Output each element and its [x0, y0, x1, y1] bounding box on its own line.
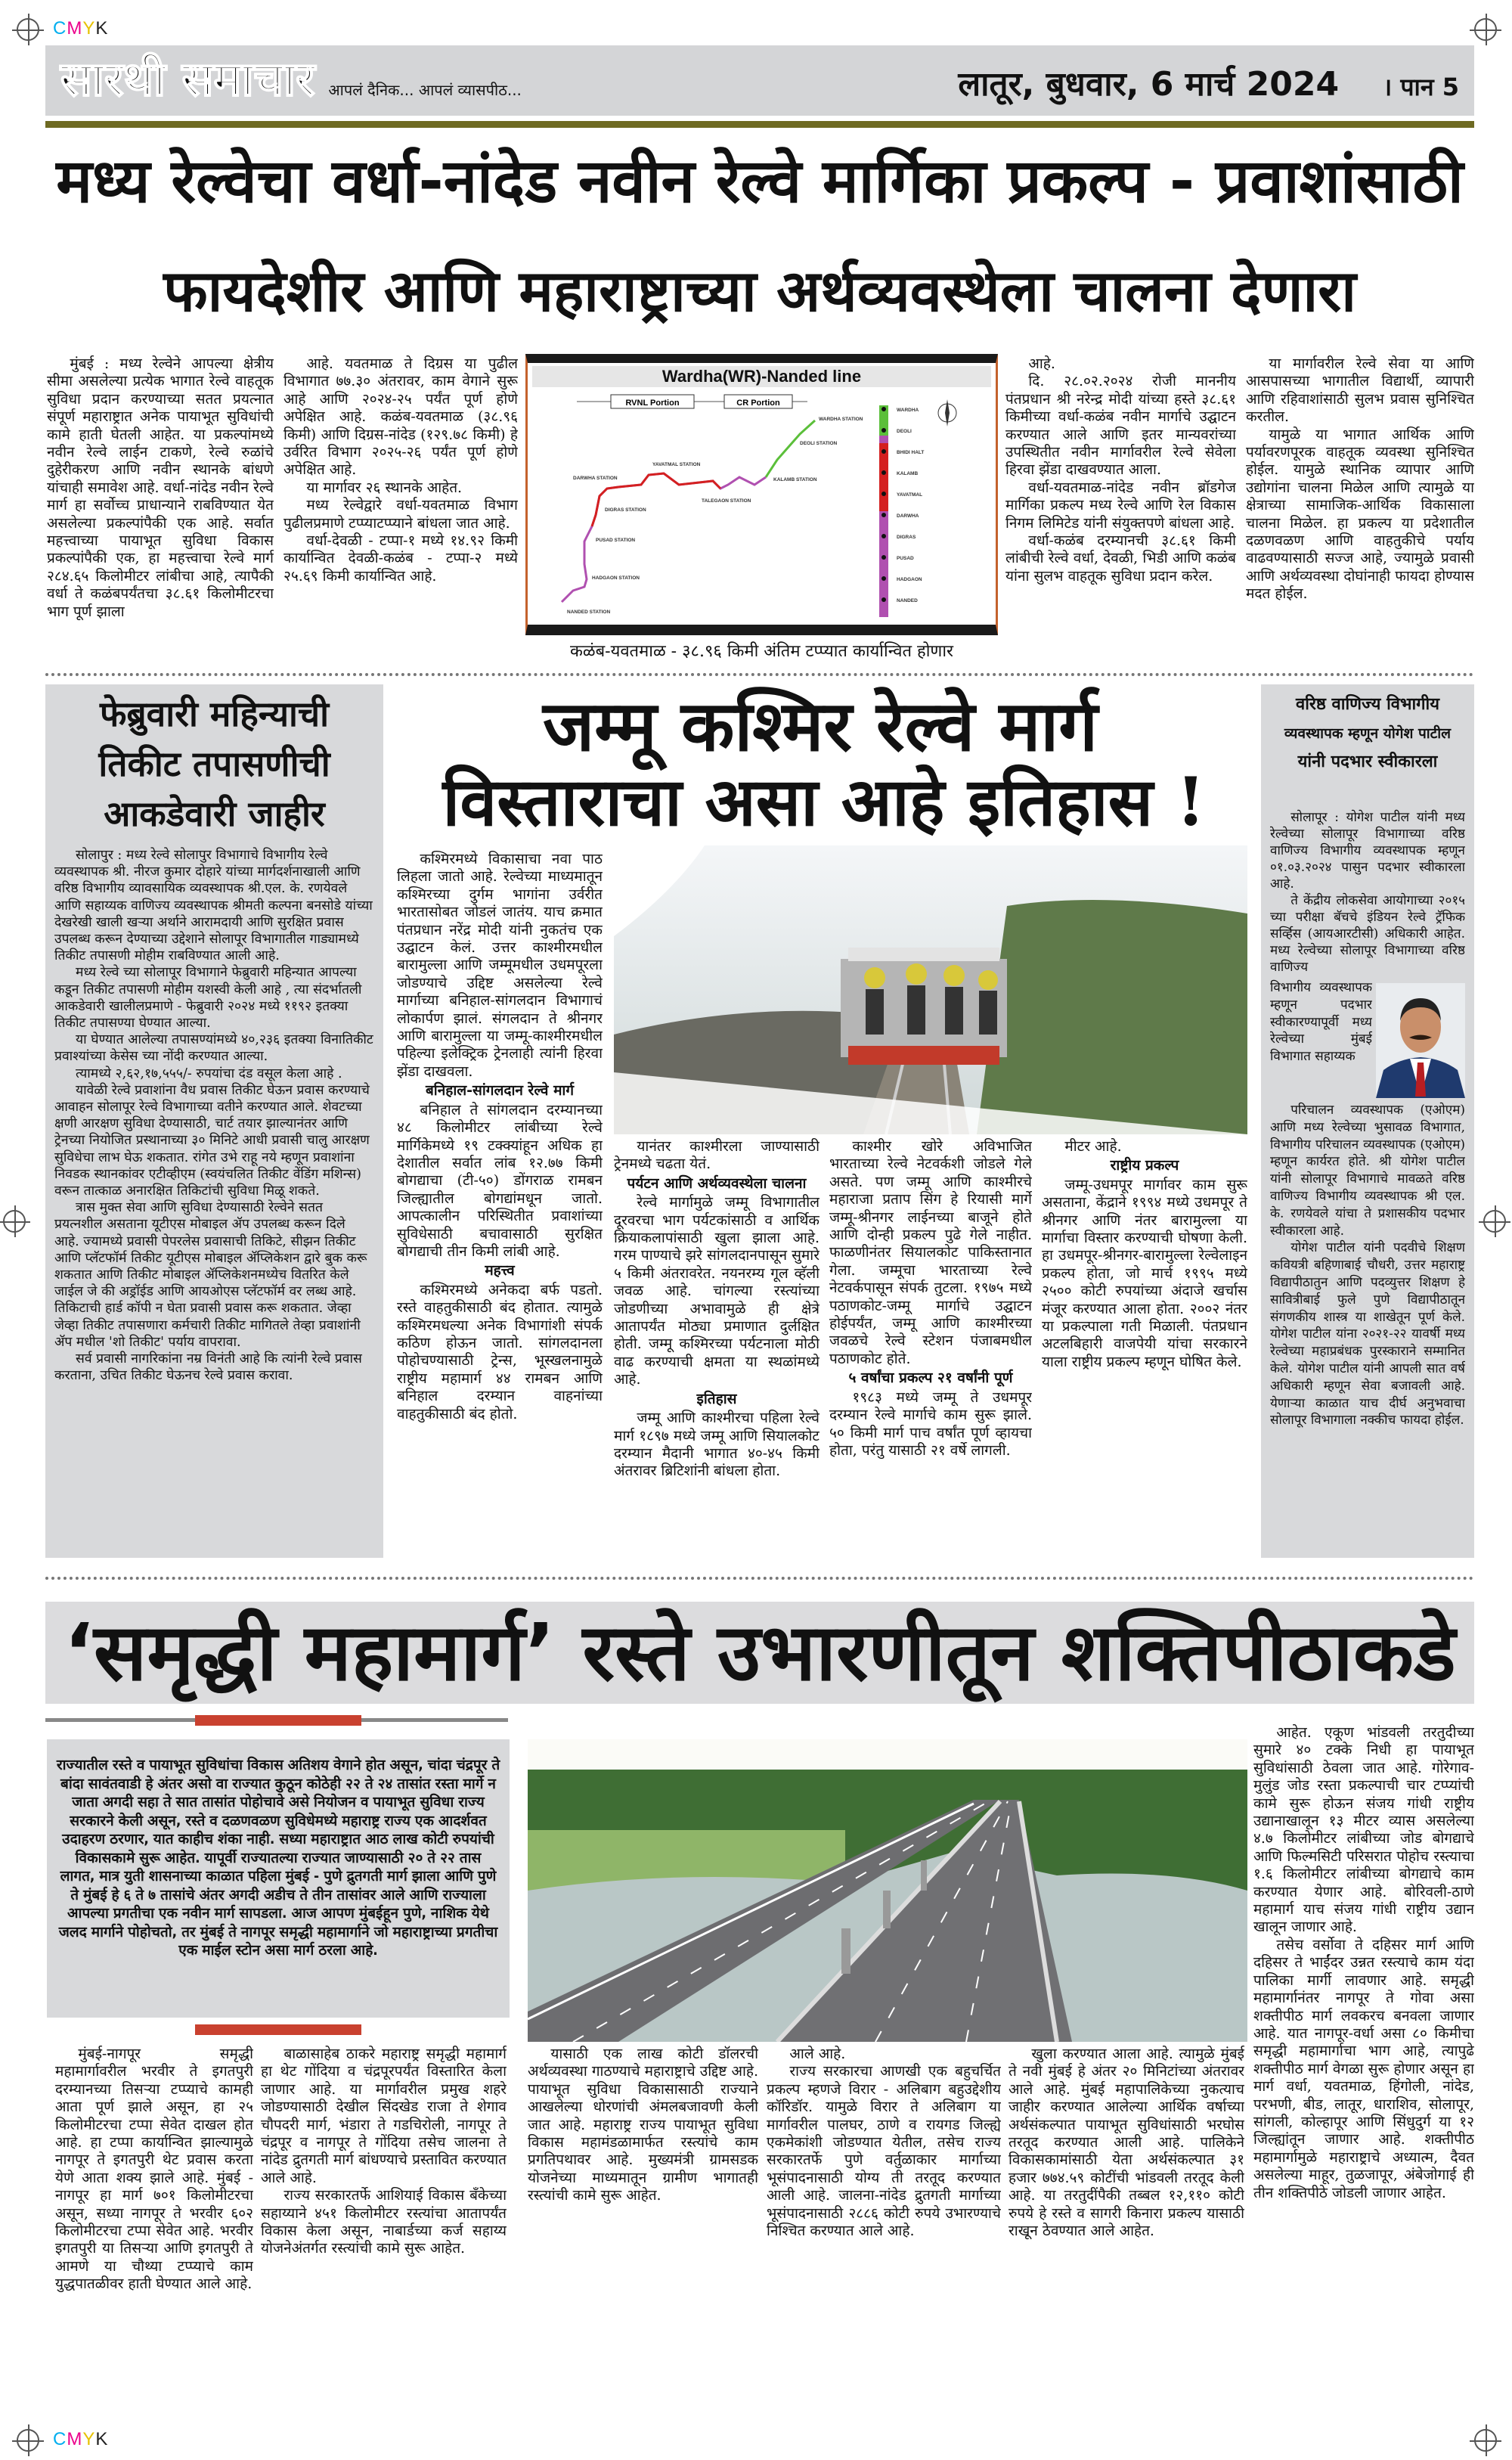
map-caption: कळंब-यवतमाळ - ३८.९६ किमी अंतिम टप्प्यात कार्यान्वित होणार [569, 642, 954, 661]
station-label: DEOLI STATION [800, 441, 838, 446]
samruddhi-column-2 [261, 2046, 507, 2424]
paragraph: यामुळे या भागात आर्थिक आणि पर्यावरणपूरक वाहतूक व्यवस्था सुनिश्चित होईल. यामुळे स्थानिक व्यापार आणि उद्योगांना चालना मिळेल आणि त्यामुळे या क्षेत्राच्या सामाजिक-आर्थिक विकासाला चालना मिळेल. हा प्रकल्प या प्रदेशातील दळणवळण आणि वाहतुकीचे पर्याय वाढवण्यासाठी सज्ज आहे, ज्यामुळे प्रवासी आणि अर्थव्यवस्था दोघांनाही फायदा होण्यास मदत होईल. [1246, 426, 1474, 603]
samruddhi-headline-band [45, 1602, 1474, 1704]
paragraph: खुला करण्यात आला आहे. त्यामुळे मुंबई ते नवी मुंबई हे अंतर २० मिनिटांच्या अंतरावर आले आहे. मुंबई महापालिकेच्या नुकत्याच जाहीर करण्यात आलेल्या आर्थिक वर्षाच्या अर्थसंकल्पात पायाभूत सुविधांसाठी भरघोस तरतूद करण्यात आली आहे. पालिकेने विकासकामांसाठी येता अर्थसंकल्पात ३१ हजार ७७४.५९ कोटींची भांडवली तरतूद केली आहे. या तरतुदींपैकी तब्बल १२,११० कोटी रुपये हे रस्ते व सागरी किनारा प्रकल्प यासाठी राखून ठेवण्यात आले आहेत. [1009, 2046, 1244, 2240]
tagline: आपलं दैनिक... आपलं व्यासपीठ... [328, 81, 522, 99]
paragraph: बाळासाहेब ठाकरे महाराष्ट्र समृद्धी महामार्ग हा थेट गोंदिया व चंद्रपूरपर्यंत विस्तारित केला जाणार आहे. या मार्गावरील प्रमुख शहरे जोडण्यासाठी देखील सिंदखेड राजा ते शेगाव चौपदरी मार्ग, भंडारा ते गडचिरोली, नागपूर ते चंद्रपूर व नागपूर ते गोंदिया तसेच जालना ते नांदेड द्रुतगती मार्ग बांधण्याचे प्रस्तावित करण्यात आले आहे. [261, 2046, 507, 2186]
subheading: बनिहाल-सांगलदान रेल्वे मार्ग [425, 1082, 575, 1100]
paragraph: सोलापुर : मध्य रेल्वे सोलापुर विभागाचे विभागीय रेल्वे व्यवस्थापक श्री. नीरज कुमार दोहारे यांच्या मार्गदर्शनाखाली आणि वरिष्ठ विभागीय व्यावसायिक व्यवस्थापक श्री.एल. के. रणयेवले आणि सहाय्यक वाणिज्य व्यवस्थापक श्रीमती कल्पना बनसोडे यांच्या देखरेखी खाली खऱ्या अर्थाने आरामदायी आणि सुरक्षित प्रवास उपलब्ध करून देण्याच्या उद्देशाने सोलापूर विभागातील गाड्यामध्ये तिकीट तपासणी मोहीम राबविण्यात आली आहे. [54, 848, 373, 964]
samruddhi-column-1 [55, 2046, 253, 2424]
headline-text: जम्मू कश्मिर रेल्वे मार्ग [542, 685, 1098, 767]
paragraph: आहे. [1028, 355, 1055, 372]
section-divider [45, 1577, 1474, 1580]
paragraph: यानंतर काश्मीरला जाण्यासाठी ट्रेनमध्ये चढता येतं. [614, 1138, 820, 1173]
samruddhi-intro: राज्यातील रस्ते व पायाभूत सुविधांचा विकास अतिशय वेगाने होत असून, चांदा चंद्रपूर ते बांदा सावंतवाडी हे अंतर असो वा राज्यात कुठून कोठेही २२ ते २४ तासांत रस्ता मार्गे न जाता अगदी सहा ते सात तासांत पोहोचावे असे नियोजन व पायाभूत सुविधा राज्य सरकारने केली असून, रस्ते व दळणवळण सुविधेमध्ये महाराष्ट्र राज्य एक आदर्शवत उदाहरण ठरणार, यात काहीच शंका नाही. सध्या महाराष्ट्रात आठ लाख कोटी रुपयांची विकासकामे सुरू आहेत. यापूर्वी राज्यातल्या राज्यात जाण्यासाठी २० ते २२ तास लागत, मात्र युती शासनाच्या काळात पहिला मुंबई - पुणे द्रुतगती मार्ग झाला आणि पुणे ते मुंबई हे ६ ते ७ तासांचे अंतर अगदी अडीच ते तीन तासांवर आले आणि राज्याला आपल्या प्रगतीचा एक नवीन मार्ग सापडला. आज आपण मुंबईहून पुणे, नाशिक येथे जलद मार्गाने पोहोचतो, तर मुंबई ते नागपूर समृद्धी महामार्गाने जो महाराष्ट्राच्या प्रगतीचा एक माईल स्टोन असा मार्ग ठरला आहे. [56, 1757, 500, 1959]
paragraph: राज्य सरकारचा आणखी एक बहुचर्चित प्रकल्प म्हणजे विरार - अलिबाग बहुउद्देशीय कॉरिडॉर. यामुळे विरार ते अलिबाग या मार्गावरील पालघर, ठाणे व रायगड जिल्ह्ये एकमेकांशी जोडण्यात येतील, तसेच राज्य सरकारतर्फे पुणे वर्तुळाकार मार्गाच्या भूसंपादनासाठी योग्य ती तरतूद करण्यात आली आहे. जालना-नांदेड द्रुतगती मार्गाच्या भूसंपादनासाठी २८८६ कोटी रुपये उभारण्याचे निश्चित करण्यात आले आहे. [767, 2063, 1001, 2240]
cmyk-c: C [53, 2429, 67, 2449]
registration-mark [3, 1210, 26, 1233]
headline-line: फेब्रुवारी महिन्याची [99, 693, 330, 734]
paragraph: आहे. यवतमाळ ते दिग्रस या पुढील विभागात ७७.३० अंतरावर, काम वेगाने सुरू आहे आणि २०२४-२५ पर्यंत पूर्ण होणे अपेक्षित आहे. कळंब-यवतमाळ (३८.९६ किमी) आणि दिग्रस-नांदेड (१२९.७८ किमी) हे उर्वरित विभाग २०२५-२६ पर्यंत पूर्ण होणे अपेक्षित आहे. [284, 355, 518, 479]
kashmir-column-4 [1042, 1138, 1247, 1554]
appointment-body-wrap [1270, 979, 1372, 1100]
dateline: लातूर, बुधवार, 6 मार्च 2024 [958, 65, 1340, 104]
paragraph: मध्य रेल्वेद्वारे वर्धा-यवतमाळ विभाग पुढीलप्रमाणे टप्प्याटप्प्याने बांधला जात आहे. [284, 497, 518, 532]
masthead [45, 45, 1474, 116]
paragraph: बनिहाल ते सांगलदान दरम्यानच्या ४८ किलोमीटर लांबीच्या रेल्वे मार्गिकेमध्ये १९ टक्क्यांहून अधिक हा देशातील सर्वात लांब १२.७७ किमी बोगद्याचा (टी-५०) डोंगराळ रामबन जिल्ह्यातील बोगद्यांमधून जातो. आपत्कालीन परिस्थितीत प्रवाशांच्या सुविधेसाठी बचावासाठी सुरक्षित बोगद्याची तीन किमी लांबी आहे. [397, 1101, 603, 1260]
paragraph: तसेच वर्सोवा ते दहिसर मार्ग आणि दहिसर ते भाईंदर उन्नत रस्त्याचे काम यंदा पालिका मार्गी लावणार आहे. समृद्धी महामार्गानंतर नागपूर ते गोवा असा शक्तीपीठ मार्ग लवकरच बनवला जाणार आहे. यात नागपूर-वर्धा असा ८० किमीचा समृद्धी महामार्गाचा भाग आहे, त्यापुढे शक्तीपीठ मार्ग वेगळा सुरू होणार असून हा मार्ग वर्धा, यवतमाळ, हिंगोली, नांदेड, परभणी, बीड, लातूर, धाराशिव, सोलापूर, सांगली, कोल्हापूर आणि सिंधुदुर्ग या १२ जिल्ह्यांतून जाणार आहे. शक्तीपीठ महामार्गामुळे महाराष्ट्राचे अध्यात्म, दैवत असलेल्या माहूर, तुळजापूर, अंबेजोगाई ही तीन शक्तिपीठे जोडली जाणार आहेत. [1253, 1936, 1474, 2201]
paragraph: या घेण्यात आलेल्या तपासण्यांमध्ये ४०,२३६ इतक्या विनातिकीट प्रवाश्यांच्या केसेस च्या नोंदी करण्यात आल्या. [54, 1032, 373, 1065]
registration-mark [17, 18, 39, 41]
samruddhi-intro-box [47, 1739, 510, 2018]
samruddhi-column-3 [528, 2046, 758, 2424]
paragraph: काश्मीर खोरे अविभाजित भारताच्या रेल्वे नेटवर्कशी जोडले गेले असते. पण जम्मू आणि काश्मीरचे महाराजा प्रताप सिंग हे रियासी मार्गे जम्मू-श्रीनगर लाईनच्या बाजूने होते आणि दोन्ही प्रकल्प पुढे गेले नाहीत. फाळणीनंतर सियालकोट पाकिस्तानात गेला. जम्मूचा भारताच्या रेल्वे नेटवर्कपासून संपर्क तुटला. १९७५ मध्ये पठाणकोट-जम्मू मार्गाचे उद्घाटन होईपर्यंत, जम्मू आणि काश्मीरच्या जवळचे रेल्वे स्टेशन पंजाबमधील पठाणकोट होते. [829, 1138, 1032, 1367]
paragraph: वर्धा-कळंब दरम्यानची ३८.६१ किमी लांबीची रेल्वे वर्धा, देवळी, भिडी आणि कळंब यांना सुलभ वाहतूक सुविधा प्रदान करेल. [1005, 532, 1236, 585]
registration-mark [1474, 18, 1497, 41]
paragraph: कश्मिरमध्ये अनेकदा बर्फ पडतो. रस्ते वाहतुकीसाठी बंद होतात. त्यामुळे कश्मिरमधल्या अनेक विभागांशी संपर्क कठिण होऊन जातो. सांगलदानला पोहोचण्यासाठी ट्रेन्स, भूस्खलनामुळे राष्ट्रीय महामार्ग ४४ रामबन आणि बनिहाल दरम्यान वाहनांच्या वाहतुकीसाठी बंद होतो. [397, 1281, 603, 1422]
appointment-article [1261, 684, 1474, 1558]
samruddhi-column-5 [1009, 2046, 1244, 2424]
accent-red-bar [195, 1715, 361, 1726]
expressway-photo [528, 1739, 1247, 2042]
strip-station: PUSAD [897, 556, 914, 561]
strip-station: BHIDI HALT [897, 450, 925, 455]
paragraph: जम्मू-उधमपूर मार्गावर काम सुरू असताना, केंद्राने १९९४ मध्ये उधमपूर ते श्रीनगर आणि नंतर बारामुल्ला या मार्गाचा विस्तार करण्याची घोषणा केली. हा उधमपूर-श्रीनगर-बारामुल्ला रेल्वेलाइन प्रकल्प होता, जो मार्च १९९५ मध्ये २५०० कोटी रुपयांच्या अंदाजे खर्चास मंजूर करण्यात आला होता. २००२ नंतर या प्रकल्पाला गती मिळाली. पंतप्रधान अटलबिहारी वाजपेयी यांचा सरकारने याला राष्ट्रीय प्रकल्प म्हणून घोषित केले. [1042, 1176, 1247, 1370]
station-label: DARWHA STATION [573, 476, 618, 481]
headline-text: विस्ताराचा असा आहे इतिहास ! [442, 762, 1206, 841]
samruddhi-headline [60, 1606, 1459, 1698]
ticket-article-headline [45, 684, 383, 843]
strip-station: DEOLI [897, 429, 912, 434]
paragraph: आले आहे. [789, 2046, 846, 2062]
route-map-figure [525, 354, 998, 635]
paragraph: राज्य सरकारतर्फे आशियाई विकास बँकेच्या सहाय्याने ४५१ किलोमीटर रस्त्यांचा आतापर्यंत विकास केला असून, नाबार्डच्या कर्ज सहाय्य योजनेअंतर्गत रस्त्यांची कामे सुरू आहेत. [261, 2187, 507, 2257]
subheading: पर्यटन आणि अर्थव्यवस्थेला चालना [627, 1174, 807, 1192]
cmyk-y: Y [82, 2429, 96, 2449]
cmyk-m: M [67, 18, 83, 39]
cr-route-line [766, 420, 815, 477]
registration-mark [1474, 2429, 1497, 2452]
hillside [977, 900, 1247, 1134]
station-label: DIGRAS STATION [605, 507, 646, 513]
rvnl-route-line [562, 473, 766, 602]
headline-line: व्यवस्थापक म्हणून योगेश पाटील [1284, 725, 1452, 742]
cr-label: CR Portion [736, 399, 780, 408]
newspaper-title: सारथी समाचार [60, 51, 315, 107]
paragraph: सर्व प्रवासी नागरिकांना नम्र विनंती आहे कि त्यांनी रेल्वे प्रवास करताना, उचित तिकीट घेऊनच रेल्वे प्रवास करावा. [54, 1351, 362, 1384]
headline-text: फायदेशीर आणि महाराष्ट्राच्या अर्थव्यवस्थेला चालना देणारा [163, 257, 1356, 324]
kashmir-column-2 [614, 1138, 820, 1554]
kashmir-column-1 [397, 851, 603, 1554]
paragraph: त्यामध्ये २,६२,१७,५५५/- रुपयांचा दंड वसूल केला आहे . [76, 1066, 342, 1081]
appointment-body-bottom [1270, 1102, 1465, 1552]
paragraph: वर्धा-यवतमाळ-नांदेड नवीन ब्रॉडगेज मार्गिका प्रकल्प मध्य रेल्वे आणि रेल विकास निगम लिमिटेड यांनी संयुक्तपणे बांधला आहे. [1005, 479, 1236, 532]
headline-line: यांनी पदभार स्वीकारला [1297, 752, 1438, 771]
cmyk-m: M [67, 2429, 83, 2449]
paragraph: सोलापूर : योगेश पाटील यांनी मध्य रेल्वेच्या सोलापूर विभागाच्या वरिष्ठ वाणिज्य विभागीय व्यवस्थापक म्हणून ०१.०३.२०२४ पासुन पदभार स्वीकारला आहे. [1270, 810, 1465, 892]
strip-station: DIGRAS [897, 535, 916, 540]
paragraph: परिचालन व्यवस्थापक (एओएम) आणि मध्य रेल्वेच्या भुसावळ विभागात, विभागीय परिचालन व्यवस्थापक (एओएम) म्हणून कार्यरत होते. श्री योगेश पाटील यांनी सोलापूर विभागाचे मावळते वरिष्ठ वाणिज्य विभागीय व्यवस्थापक श्री एल. के. रणयेवले यांचा ते प्रशासकीय पदभार स्वीकारला आहे. [1270, 1103, 1465, 1239]
subheading: राष्ट्रीय प्रकल्प [1110, 1157, 1179, 1174]
cmyk-y: Y [82, 18, 96, 39]
paragraph: आहेत. एकूण भांडवली तरतुदीच्या सुमारे ४० टक्के निधी हा पायाभूत सुविधांसाठी ठेवला जात आहे. गोरेगाव-मुलुंड जोड रस्ता प्रकल्पाची चार टप्प्यांची कामे सुरू होऊन संजय गांधी राष्ट्रीय उद्यानाखालून १३ मीटर व्यास असलेल्या ४.७ किलोमीटर लांबीच्या जोड बोगद्याचे आणि फिल्मसिटी परिसरात पोहोच रस्त्याचा १.६ किलोमीटर लांबीच्या बोगद्याचे काम करण्यात येणार आहे. बोरिवली-ठाणे महामार्ग याच संजय गांधी राष्ट्रीय उद्यान खालून जाणार आहे. [1253, 1724, 1474, 1936]
station-label: NANDED STATION [567, 610, 611, 615]
strip-station: WARDHA [897, 408, 919, 413]
paragraph: रेल्वे मार्गामुळे जम्मू विभागातील दूरवरचा भाग पर्यटकांसाठी व आर्थिक क्रियाकलापांसाठी खुला झाला आहे. गरम पाण्याचे झरे सांगलदानपासून सुमारे ५ किमी अंतरावरेत. नयनरम्य गूल व्हॅली जवळ आहे. चांगल्या रस्त्यांच्या जोडणीच्या अभावामुळे ही क्षेत्रे आतापर्यंत मोठ्या प्रमाणात दुर्लक्षित होती. जम्मू कश्मिरच्या पर्यटनाला मोठी वाढ करण्याची क्षमता या स्थळांमध्ये आहे. [614, 1194, 820, 1388]
page-number: । पान 5 [1383, 73, 1459, 101]
trolley-base [848, 1046, 999, 1065]
station-label: WARDHA STATION [819, 417, 863, 422]
ticket-article-body [54, 847, 374, 1550]
lead-headline-line-1 [45, 140, 1474, 227]
accent-red-bar [195, 2024, 361, 2035]
paragraph: ते केंद्रीय लोकसेवा आयोगाच्या २०१५ च्या परीक्षा बॅचचे इंडियन रेल्वे ट्रॅफिक सर्व्हिस (आयआरटीसी) अधिकारी आहेत. मध्य रेल्वेच्या सोलापूर विभागाच्या वरिष्ठ वाणिज्य [1270, 893, 1465, 975]
station-label: PUSAD STATION [596, 538, 636, 543]
paragraph: या मार्गावर २६ स्थानके आहेत. [306, 479, 463, 496]
cmyk-mark [53, 18, 108, 39]
paragraph: वर्धा-देवळी - टप्पा-१ मध्ये १४.९२ किमी कार्यान्वित देवळी-कळंब - टप्पा-२ मध्ये २५.६९ किमी कार्यान्वित आहे. [284, 532, 518, 585]
strip-station: HADGAON [897, 577, 922, 582]
lead-column-2 [284, 355, 518, 665]
paragraph: योगेश पाटील यांनी पदवीचे शिक्षण कवियत्री बहिणाबाई चौधरी, उत्तर महाराष्ट्र विद्यापीठातुन आणि पदव्युत्तर शिक्षण हे सावित्रीबाई फुले पुणे विद्यापीठातून संगणकीय शास्त्र या शाखेतून पूर्ण केले. योगेश पाटील यांना २०२१-२२ यावर्षी मध्य रेल्वेच्या महाप्रबंधक पुरस्काराने सम्मानित केले. योगेश पाटील यांनी आपली सात वर्ष अधिकारी म्हणून सेवा बजावली आहे. येणाऱ्या काळात याच दीर्घ अनुभवाचा सोलापूर विभागाला नक्कीच फायदा होईल. [1270, 1240, 1465, 1429]
masthead-rule [45, 121, 1474, 128]
paragraph: मुंबई-नागपूर समृद्धी महामार्गावरील भरवीर ते इगतपुरी दरम्यानच्या तिसऱ्या टप्प्याचे कामही आता पूर्ण झाले असून, हा २५ किलोमीटरचा टप्पा सेवेत दाखल होत आहे. हा टप्पा कार्यान्वित झाल्यामुळे नागपूर ते इगतपुरी थेट प्रवास करता येणे आता शक्य झाले आहे. मुंबई - नागपूर हा मार्ग ७०१ किलोमीटरचा असून, सध्या नागपूर ते भरवीर ६०२ किलोमीटरचा टप्पा सेवेत आहे. भरवीर इगतपुरी या तिसऱ्या आणि इगतपुरी ते आमणे या चौथ्या टप्प्याचे काम युद्धपातळीवर हाती घेण्यात आले आहे. [55, 2046, 253, 2293]
kashmir-headline-line-1 [423, 685, 1217, 767]
subheading: ५ वर्षांचा प्रकल्प २१ वर्षांनी पूर्ण [848, 1370, 1013, 1387]
headline-line: तिकीट तपासणीची [98, 743, 330, 784]
strip-station: KALAMB [897, 471, 919, 476]
cmyk-c: C [53, 18, 67, 39]
samruddhi-column-6 [1253, 1724, 1474, 2424]
registration-mark [17, 2429, 39, 2452]
strip-station: NANDED [897, 598, 918, 603]
paragraph: त्रास मुक्त सेवा आणि सुविधा देण्यासाठी रेल्वेने सतत प्रयत्नशील असताना यूटीएस मोबाइल ॲप उपलब्ध करून दिले आहे. ज्यामध्ये प्रवासी पेपरलेस प्रवासाची तिकिटे, सीझन तिकीट आणि प्लॅटफॉर्म तिकीट यूटीएस मोबाइल ॲप्लिकेशन द्वारे बुक करू शकतात आणि तिकीट मोबाइल ॲप्लिकेशनमध्येच वितरित केले जाईल जे की अड्रॉईड आणि आयओएस प्लॅटफॉर्म वर लब्ध आहे. तिकिटाची हार्ड कॉपी न घेता प्रवासी प्रवास करू शकतात. जेव्हा जेव्हा तिकीट तपासणारा कर्मचारी तिकीट मागितले तेव्हा प्रवाशांनी ॲप मधील 'शो तिकीट' पर्याय वापरावा. [54, 1200, 367, 1350]
headline-text: मध्य रेल्वेचा वर्धा-नांदेड नवीन रेल्वे मार्गिका प्रकल्प - प्रवाशांसाठी [56, 146, 1464, 216]
samruddhi-column-4 [767, 2046, 1001, 2424]
paragraph: मुंबई : मध्य रेल्वेने आपल्या क्षेत्रीय सीमा असलेल्या प्रत्येक भागात रेल्वे वाहतूक सुविधा प्रदान करण्याच्या सतत प्रयत्नात संपूर्ण महाराष्ट्रात अनेक पायाभूत सुविधांची कामे हाती घेतली आहेत. या प्रकल्पांमध्ये नवीन रेल्वे लाईन टाकणे, रेल्वे रुळांचे दुहेरीकरण आणि नवीन स्थानके बांधणे यांचाही समावेश आहे. वर्धा-नांदेड नवीन रेल्वे मार्ग हा सर्वोच्च प्राधान्याने राबविण्यात येत असलेल्या प्रकल्पांपैकी एक आहे. सर्वात महत्त्वाच्या पायाभूत सुविधा विकास प्रकल्पांपैकी एक, हा महत्त्वाचा रेल्वे मार्ग २८४.६५ किलोमीटर लांबीचा आहे, त्यापैकी वर्धा ते कळंबपर्यंतचा ३८.६१ किलोमीटरचा भाग पूर्ण झाला [47, 355, 274, 620]
paragraph: या मार्गावरील रेल्वे सेवा या आणि आसपासच्या भागातील विद्यार्थी, व्यापारी आणि रहिवाशांसाठी सुलभ प्रवास सुनिश्चित करतील. [1246, 355, 1474, 426]
cmyk-k: K [95, 18, 109, 39]
registration-mark [1483, 1210, 1506, 1233]
station-label: HADGAON STATION [592, 575, 640, 581]
headline-text: ‘समृद्धी महामार्ग’ रस्ते उभारणीतून शक्तिपीठाकडे [64, 1606, 1456, 1698]
subheading: इतिहास [696, 1390, 737, 1407]
paragraph: कश्मिरमध्ये विकासाचा नवा पाठ लिहला जातो आहे. रेल्वेच्या माध्यमातून कश्मिरच्या दुर्गम भागांना उर्वरीत भारतासोबत जोडलं जातंय. याच क्रमात पंतप्रधान नरेंद्र मोदी यांनी नुकतंच एक उद्घाटन केलं. उत्तर काश्मीरमधील बारामुल्ला आणि जम्मूमधील उधमपूरला जोडण्याचे उद्दिष्ट असलेल्या रेल्वे मार्गाच्या बनिहाल-सांगलदान विभागाचं लोकार्पण झालं. संगलदान ते श्रीनगर आणि बारामुल्ला या जम्मू-काश्मीरमधील पहिल्या इलेक्ट्रिक ट्रेनलाही त्यांनी हिरवा झेंडा दाखवला. [397, 851, 603, 1080]
train-inspection-photo [614, 845, 1247, 1134]
cmyk-k: K [95, 2429, 109, 2449]
paragraph: यासाठी एक लाख कोटी डॉलरची अर्थव्यवस्था गाठण्याचे महाराष्ट्राचे उद्दिष्ट आहे. पायाभूत सुविधा विकासासाठी राज्याने आखलेल्या धोरणांची अंमलबजावणी केली जात आहे. महाराष्ट्र राज्य पायाभूत सुविधा विकास महामंडळामार्फत रस्त्यांचे काम प्रगतिपथावर आहे. मुख्यमंत्री ग्रामसडक योजनेच्या माध्यमातून ग्रामीण भागातही रस्त्यांची कामे सुरू आहेत. [528, 2046, 758, 2204]
kashmir-column-3 [829, 1138, 1032, 1554]
paragraph: १९८३ मध्ये जम्मू ते उधमपूर दरम्यान रेल्वे मार्गाचे काम सुरू झाले. ५० किमी मार्ग पाच वर्षांत पूर्ण व्हायचा होता, परंतु यासाठी २१ वर्षे लागली. [829, 1388, 1032, 1459]
kashmir-headline-line-2 [435, 764, 1213, 839]
paragraph: विभागीय व्यवस्थापक म्हणून पदभार स्वीकारण्यापूर्वी मध्य रेल्वेच्या मुंबई विभागात सहाय्यक [1270, 980, 1372, 1065]
appointment-body-top [1270, 809, 1465, 979]
paragraph: दि. २८.०२.२०२४ रोजी माननीय पंतप्रधान श्री नरेन्द्र मोदी यांच्या हस्ते ३८.६१ किमीच्या वर्धा-कळंब नवीन मार्गाचे उद्घाटन करण्यात आले आणि इतर मान्यवरांच्या उपस्थितीत नवीन मार्गावरील रेल्वे सेवेला हिरवा झेंडा दाखवण्यात आला. [1005, 373, 1236, 479]
compass-icon [938, 399, 956, 427]
station-label: KALAMB STATION [773, 477, 817, 482]
lead-column-1 [47, 355, 274, 665]
ticket-inspection-article [45, 684, 383, 1558]
paragraph: यावेळी रेल्वे प्रवाशांना वैध प्रवास तिकीट घेऊन प्रवास करण्याचे आवाहन सोलापूर रेल्वे विभागाच्या वतीने करण्यात आले. शेवटच्या क्षणी आरक्षण सुविधा देण्यासाठी, चार्ट तयार झाल्यानंतर आणि ट्रेनच्या नियोजित प्रस्थानाच्या ३० मिनिटे आधी प्रवासी चालु आरक्षण सुविधेचा लाभ घेऊ शकतात. रांगेत उभे राहू नये म्हणून प्रवाशांना निवडक स्थानकांवर एटीव्हीएम (स्वयंचलित तिकीट वेंडिंग मशिन्स) वरून तात्काळ अनारक्षित तिकिटांची सुविधा मिळू शकते. [54, 1082, 370, 1199]
headline-line: आकडेवारी जाहीर [104, 793, 325, 834]
lead-headline-line-2 [151, 250, 1368, 337]
paragraph: मध्य रेल्वे च्या सोलापूर विभागाने फेब्रुवारी महिन्यात आपल्या कडून तिकीट तपासणी मोहीम यशस्वी केली आहे , त्या संदर्भातली आकडेवारी खालीलप्रमाणे - फेब्रुवारी २०२४ मध्ये ११९२ इतक्या तिकीट तपासण्या घेण्यात आल्या. [54, 965, 362, 1031]
rvnl-label: RVNL Portion [625, 399, 680, 408]
paragraph: मीटर आहे. [1064, 1138, 1122, 1155]
strip-station: DARWHA [897, 513, 919, 519]
yogesh-patil-photo [1376, 983, 1465, 1098]
map-title: Wardha(WR)-Nanded line [532, 366, 991, 387]
station-label: TALEGAON STATION [702, 498, 751, 504]
headline-line: वरिष्ठ वाणिज्य विभागीय [1295, 695, 1440, 714]
route-map [558, 390, 966, 617]
section-divider [45, 673, 1474, 676]
paragraph: जम्मू आणि काश्मीरचा पहिला रेल्वे मार्ग १८९७ मध्ये जम्मू आणि सियालकोट दरम्यान मैदानी भागात ४०-४५ किमी अंतरावर ब्रिटिशांनी बांधला होता. [614, 1410, 820, 1480]
appointment-headline [1261, 684, 1474, 777]
strip-station: YAVATMAL [897, 492, 923, 498]
lead-column-3 [1005, 355, 1236, 665]
lead-column-4 [1246, 355, 1474, 665]
cmyk-mark [53, 2429, 108, 2450]
subheading: महत्त्व [485, 1262, 515, 1280]
station-label: YAVATMAL STATION [652, 462, 701, 467]
